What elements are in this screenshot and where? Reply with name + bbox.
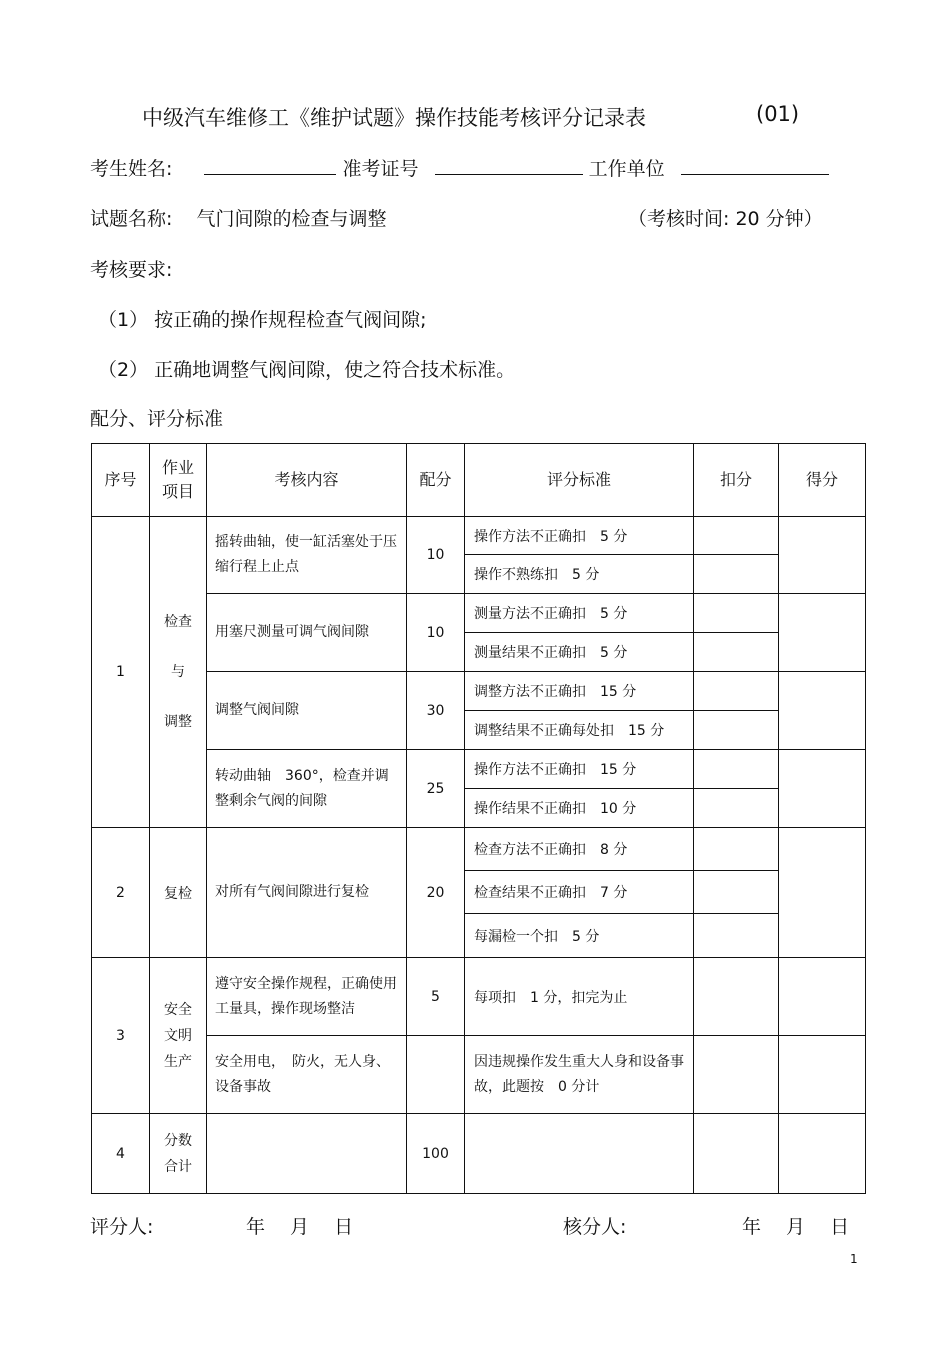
row-criteria: 调整方法不正确扣 15 分: [465, 672, 694, 711]
row-project: 复检: [150, 828, 207, 958]
deduction-cell[interactable]: [694, 914, 779, 958]
result-cell[interactable]: [779, 672, 866, 750]
header-score: 配分: [407, 444, 465, 517]
result-cell[interactable]: [779, 517, 866, 594]
table-row: [92, 1036, 866, 1114]
row-score: 5: [407, 958, 465, 1036]
header-content: 考核内容: [207, 444, 407, 517]
grader-label: 评分人:: [90, 1216, 154, 1238]
row-score: [407, 1036, 465, 1114]
document-serial: (01): [756, 102, 800, 126]
candidate-info-line: [90, 154, 829, 181]
deduction-cell[interactable]: [694, 1036, 779, 1114]
row-score: 10: [407, 594, 465, 672]
result-cell[interactable]: [779, 750, 866, 828]
page-number: 1: [850, 1252, 858, 1266]
deduction-cell[interactable]: [694, 517, 779, 555]
row-no: 4: [92, 1114, 150, 1194]
unit-blank: [681, 156, 829, 175]
row-no: 3: [92, 958, 150, 1114]
row-score: 20: [407, 828, 465, 958]
scoring-table: [91, 443, 866, 1194]
table-header-row: [92, 444, 866, 517]
deduction-cell[interactable]: [694, 750, 779, 789]
table-row: [92, 517, 866, 555]
result-cell[interactable]: [779, 1114, 866, 1194]
row-criteria: 每漏检一个扣 5 分: [465, 914, 694, 958]
scoring-label: 配分、评分标准: [90, 408, 224, 430]
deduction-cell[interactable]: [694, 672, 779, 711]
deduction-cell[interactable]: [694, 1114, 779, 1194]
row-criteria: 检查方法不正确扣 8 分: [465, 828, 694, 871]
row-score: 100: [407, 1114, 465, 1194]
table-row: [92, 594, 866, 633]
deduction-cell[interactable]: [694, 555, 779, 594]
result-cell[interactable]: [779, 594, 866, 672]
deduction-cell[interactable]: [694, 633, 779, 672]
deduction-cell[interactable]: [694, 594, 779, 633]
header-result: 得分: [779, 444, 866, 517]
row-score: 10: [407, 517, 465, 594]
header-project: 作业项目: [150, 444, 207, 517]
result-cell[interactable]: [779, 958, 866, 1036]
deduction-cell[interactable]: [694, 789, 779, 828]
row-criteria: 操作不熟练扣 5 分: [465, 555, 694, 594]
id-label: 准考证号: [342, 158, 419, 180]
row-content: 转动曲轴 360°，检查并调整剩余气阀的间隙: [207, 750, 407, 828]
row-project: 检查 与 调整: [150, 517, 207, 828]
header-deduction: 扣分: [694, 444, 779, 517]
row-content: 对所有气阀间隙进行复检: [207, 828, 407, 958]
row-content: 遵守安全操作规程，正确使用工量具，操作现场整洁: [207, 958, 407, 1036]
row-content: 安全用电， 防火，无人身、设备事故: [207, 1036, 407, 1114]
row-score: 30: [407, 672, 465, 750]
deduction-cell[interactable]: [694, 828, 779, 871]
deduction-cell[interactable]: [694, 871, 779, 914]
row-criteria: 操作方法不正确扣 5 分: [465, 517, 694, 555]
requirements-label: 考核要求:: [90, 259, 173, 281]
row-score: 25: [407, 750, 465, 828]
row-criteria: [465, 1114, 694, 1194]
row-criteria: 测量结果不正确扣 5 分: [465, 633, 694, 672]
table-row: [92, 828, 866, 871]
row-content: [207, 1114, 407, 1194]
row-no: 1: [92, 517, 150, 828]
row-criteria: 因违规操作发生重大人身和设备事故，此题按 0 分计: [465, 1036, 694, 1114]
table-row: [92, 958, 866, 1036]
question-label: 试题名称:: [90, 208, 173, 230]
checker-label: 核分人:: [563, 1216, 627, 1238]
id-blank: [435, 156, 583, 175]
unit-label: 工作单位: [588, 158, 665, 180]
checker-date: 年 月 日: [742, 1216, 850, 1238]
question-name: 气门间隙的检查与调整: [196, 208, 387, 230]
deduction-cell[interactable]: [694, 711, 779, 750]
question-line: [90, 204, 386, 231]
result-cell[interactable]: [779, 1036, 866, 1114]
deduction-cell[interactable]: [694, 958, 779, 1036]
header-no: 序号: [92, 444, 150, 517]
row-criteria: 调整结果不正确每处扣 15 分: [465, 711, 694, 750]
exam-time: （考核时间: 20 分钟）: [628, 208, 823, 230]
document-title: 中级汽车维修工《维护试题》操作技能考核评分记录表: [142, 106, 646, 130]
name-label: 考生姓名:: [90, 158, 173, 180]
row-project: 安全文明生产: [150, 958, 207, 1114]
grader-date: 年 月 日: [246, 1216, 354, 1238]
row-content: 调整气阀间隙: [207, 672, 407, 750]
requirement-2: （2） 正确地调整气阀间隙，使之符合技术标准。: [98, 359, 516, 381]
row-criteria: 操作结果不正确扣 10 分: [465, 789, 694, 828]
row-criteria: 测量方法不正确扣 5 分: [465, 594, 694, 633]
result-cell[interactable]: [779, 828, 866, 958]
row-criteria: 每项扣 1 分，扣完为止: [465, 958, 694, 1036]
row-criteria: 检查结果不正确扣 7 分: [465, 871, 694, 914]
requirement-1: （1） 按正确的操作规程检查气阀间隙;: [98, 309, 427, 331]
row-content: 用塞尺测量可调气阀间隙: [207, 594, 407, 672]
name-blank: [204, 156, 336, 175]
row-content: 摇转曲轴，使一缸活塞处于压缩行程上止点: [207, 517, 407, 594]
table-row: [92, 750, 866, 789]
row-no: 2: [92, 828, 150, 958]
table-row: [92, 1114, 866, 1194]
table-row: [92, 672, 866, 711]
header-criteria: 评分标准: [465, 444, 694, 517]
row-project: 分数合计: [150, 1114, 207, 1194]
row-criteria: 操作方法不正确扣 15 分: [465, 750, 694, 789]
